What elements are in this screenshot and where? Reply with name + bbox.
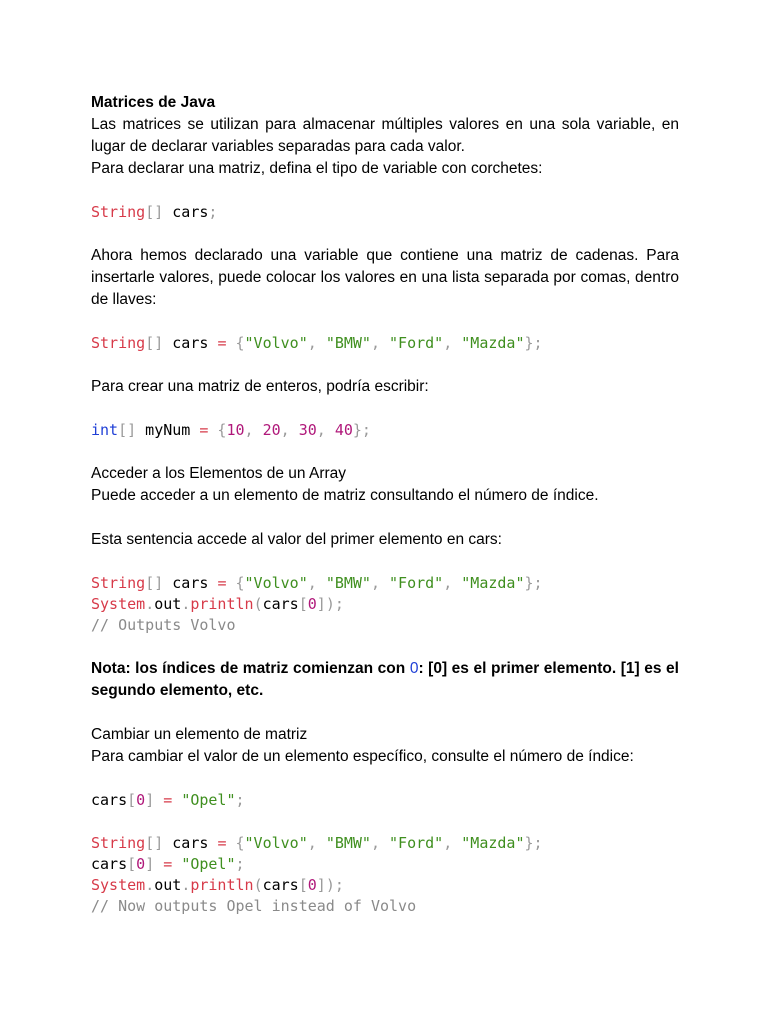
code-number: 20 xyxy=(262,421,281,439)
spacer xyxy=(91,636,679,658)
code-bracket: ] xyxy=(316,876,326,894)
code-brackets: [] xyxy=(145,334,164,352)
code-change xyxy=(91,790,679,811)
intro-declare-text: Para declarar una matriz, defina el tipo de variable con corchetes: xyxy=(91,160,543,177)
code-dot: . xyxy=(145,876,155,894)
code-string: "Volvo" xyxy=(244,334,308,352)
code-paren: ); xyxy=(325,876,344,894)
code-ident: cars xyxy=(163,574,218,592)
code-string: "BMW" xyxy=(325,334,371,352)
intro-text: Las matrices se utilizan para almacenar múltiples valores en una sola variable, en lugar de declarar variables separadas para cada valor. xyxy=(91,116,679,155)
code-bracket: [ xyxy=(127,855,137,873)
code-comma: , xyxy=(307,574,326,592)
code-type: String xyxy=(91,203,146,221)
code-bracket: [ xyxy=(127,791,137,809)
code-operator: = xyxy=(217,334,227,352)
code-access-line1 xyxy=(91,573,679,594)
code-ident: cars xyxy=(262,595,299,613)
code-string: "Ford" xyxy=(389,834,444,852)
code-type: int xyxy=(91,421,119,439)
code-bracket: ] xyxy=(145,855,155,873)
spacer xyxy=(91,507,679,529)
code-full-line1 xyxy=(91,833,679,854)
code-paren: ); xyxy=(325,595,344,613)
section-heading-access: Acceder a los Elementos de un Array xyxy=(91,465,347,482)
code-ident: cars xyxy=(91,791,128,809)
code-brackets: [] xyxy=(145,834,164,852)
code-brace: }; xyxy=(352,421,371,439)
code-bracket: ] xyxy=(316,595,326,613)
code-comma: , xyxy=(316,421,335,439)
code-brace: }; xyxy=(524,574,543,592)
code-ident: myNum xyxy=(136,421,200,439)
spacer xyxy=(91,398,679,420)
code-number: 10 xyxy=(226,421,245,439)
paragraph-ints: Para crear una matriz de enteros, podría escribir: xyxy=(91,378,429,395)
code-brace: { xyxy=(226,334,245,352)
code-operator: = xyxy=(154,855,182,873)
note-paragraph xyxy=(91,658,679,702)
code-string: "BMW" xyxy=(325,834,371,852)
code-method: println xyxy=(190,876,254,894)
code-number: 0 xyxy=(307,876,317,894)
code-comma: , xyxy=(370,574,390,592)
code-brace: { xyxy=(208,421,227,439)
section-text-access: Puede acceder a un elemento de matriz consultando el número de índice. xyxy=(91,487,599,504)
code-operator: = xyxy=(217,834,227,852)
code-brackets: [] xyxy=(118,421,137,439)
code-comma: , xyxy=(307,834,326,852)
code-number: 0 xyxy=(136,855,146,873)
code-paren: ( xyxy=(253,595,263,613)
spacer xyxy=(91,223,679,245)
code-bracket: [ xyxy=(298,876,308,894)
code-number: 30 xyxy=(298,421,317,439)
code-brace: }; xyxy=(524,834,543,852)
code-semicolon: ; xyxy=(208,203,218,221)
code-brace: }; xyxy=(524,334,543,352)
code-field: out xyxy=(154,876,182,894)
code-comma: , xyxy=(307,334,326,352)
code-field: out xyxy=(154,595,182,613)
code-number: 40 xyxy=(334,421,353,439)
code-brackets: [] xyxy=(145,574,164,592)
code-number: 0 xyxy=(136,791,146,809)
code-brace: { xyxy=(226,834,245,852)
code-brace: { xyxy=(226,574,245,592)
spacer xyxy=(91,768,679,790)
code-type: String xyxy=(91,334,146,352)
code-class: System xyxy=(91,876,146,894)
code-dot: . xyxy=(181,876,191,894)
paragraph-access-first: Esta sentencia accede al valor del primer elemento en cars: xyxy=(91,531,502,548)
code-declare xyxy=(91,202,679,223)
code-method: println xyxy=(190,595,254,613)
document-page xyxy=(91,92,679,917)
code-ident: cars xyxy=(262,876,299,894)
code-number: 0 xyxy=(307,595,317,613)
spacer xyxy=(91,551,679,573)
code-full-line2 xyxy=(91,854,679,875)
code-string: "Ford" xyxy=(389,334,444,352)
code-type: String xyxy=(91,834,146,852)
code-dot: . xyxy=(145,595,155,613)
code-string: "Opel" xyxy=(181,855,236,873)
note-prefix: Nota: los índices de matriz comienzan con xyxy=(91,660,410,677)
note-zero: 0 xyxy=(409,660,419,677)
code-string-array xyxy=(91,333,679,354)
spacer xyxy=(91,702,679,724)
code-comma: , xyxy=(443,334,462,352)
section-text-change: Para cambiar el valor de un elemento específico, consulte el número de índice: xyxy=(91,748,634,765)
code-comma: , xyxy=(370,834,390,852)
code-ident: cars xyxy=(163,203,209,221)
code-operator: = xyxy=(199,421,209,439)
code-int-array xyxy=(91,420,679,441)
code-paren: ( xyxy=(253,876,263,894)
code-comma: , xyxy=(280,421,299,439)
code-bracket: ] xyxy=(145,791,155,809)
code-access-line2 xyxy=(91,594,679,615)
note-suffix: : [0] es el primer elemento. [1] es el segundo elemento, etc. xyxy=(91,660,679,699)
code-full-line3 xyxy=(91,875,679,896)
code-comment: // Outputs Volvo xyxy=(91,616,236,634)
code-ident: cars xyxy=(163,334,218,352)
code-string: "Volvo" xyxy=(244,834,308,852)
code-string: "Ford" xyxy=(389,574,444,592)
spacer xyxy=(91,180,679,202)
code-operator: = xyxy=(217,574,227,592)
code-semicolon: ; xyxy=(235,791,245,809)
page-title: Matrices de Java xyxy=(91,94,216,111)
code-comma: , xyxy=(244,421,263,439)
code-comma: , xyxy=(443,834,462,852)
paragraph-strings: Ahora hemos declarado una variable que contiene una matriz de cadenas. Para insertarle valores, puede colocar los valores en una lista separada por comas, dentro de llaves: xyxy=(91,247,679,308)
code-string: "Mazda" xyxy=(461,334,525,352)
code-ident: cars xyxy=(163,834,218,852)
code-brackets: [] xyxy=(145,203,164,221)
code-operator: = xyxy=(154,791,182,809)
spacer xyxy=(91,354,679,376)
code-ident: cars xyxy=(91,855,128,873)
code-type: String xyxy=(91,574,146,592)
code-semicolon: ; xyxy=(235,855,245,873)
code-bracket: [ xyxy=(298,595,308,613)
code-dot: . xyxy=(181,595,191,613)
spacer xyxy=(91,811,679,833)
spacer xyxy=(91,441,679,463)
code-string: "Mazda" xyxy=(461,574,525,592)
spacer xyxy=(91,311,679,333)
code-comma: , xyxy=(370,334,390,352)
code-comment: // Now outputs Opel instead of Volvo xyxy=(91,897,417,915)
code-string: "Volvo" xyxy=(244,574,308,592)
code-string: "BMW" xyxy=(325,574,371,592)
section-heading-change: Cambiar un elemento de matriz xyxy=(91,726,308,743)
code-comma: , xyxy=(443,574,462,592)
code-class: System xyxy=(91,595,146,613)
code-string: "Mazda" xyxy=(461,834,525,852)
code-string: "Opel" xyxy=(181,791,236,809)
